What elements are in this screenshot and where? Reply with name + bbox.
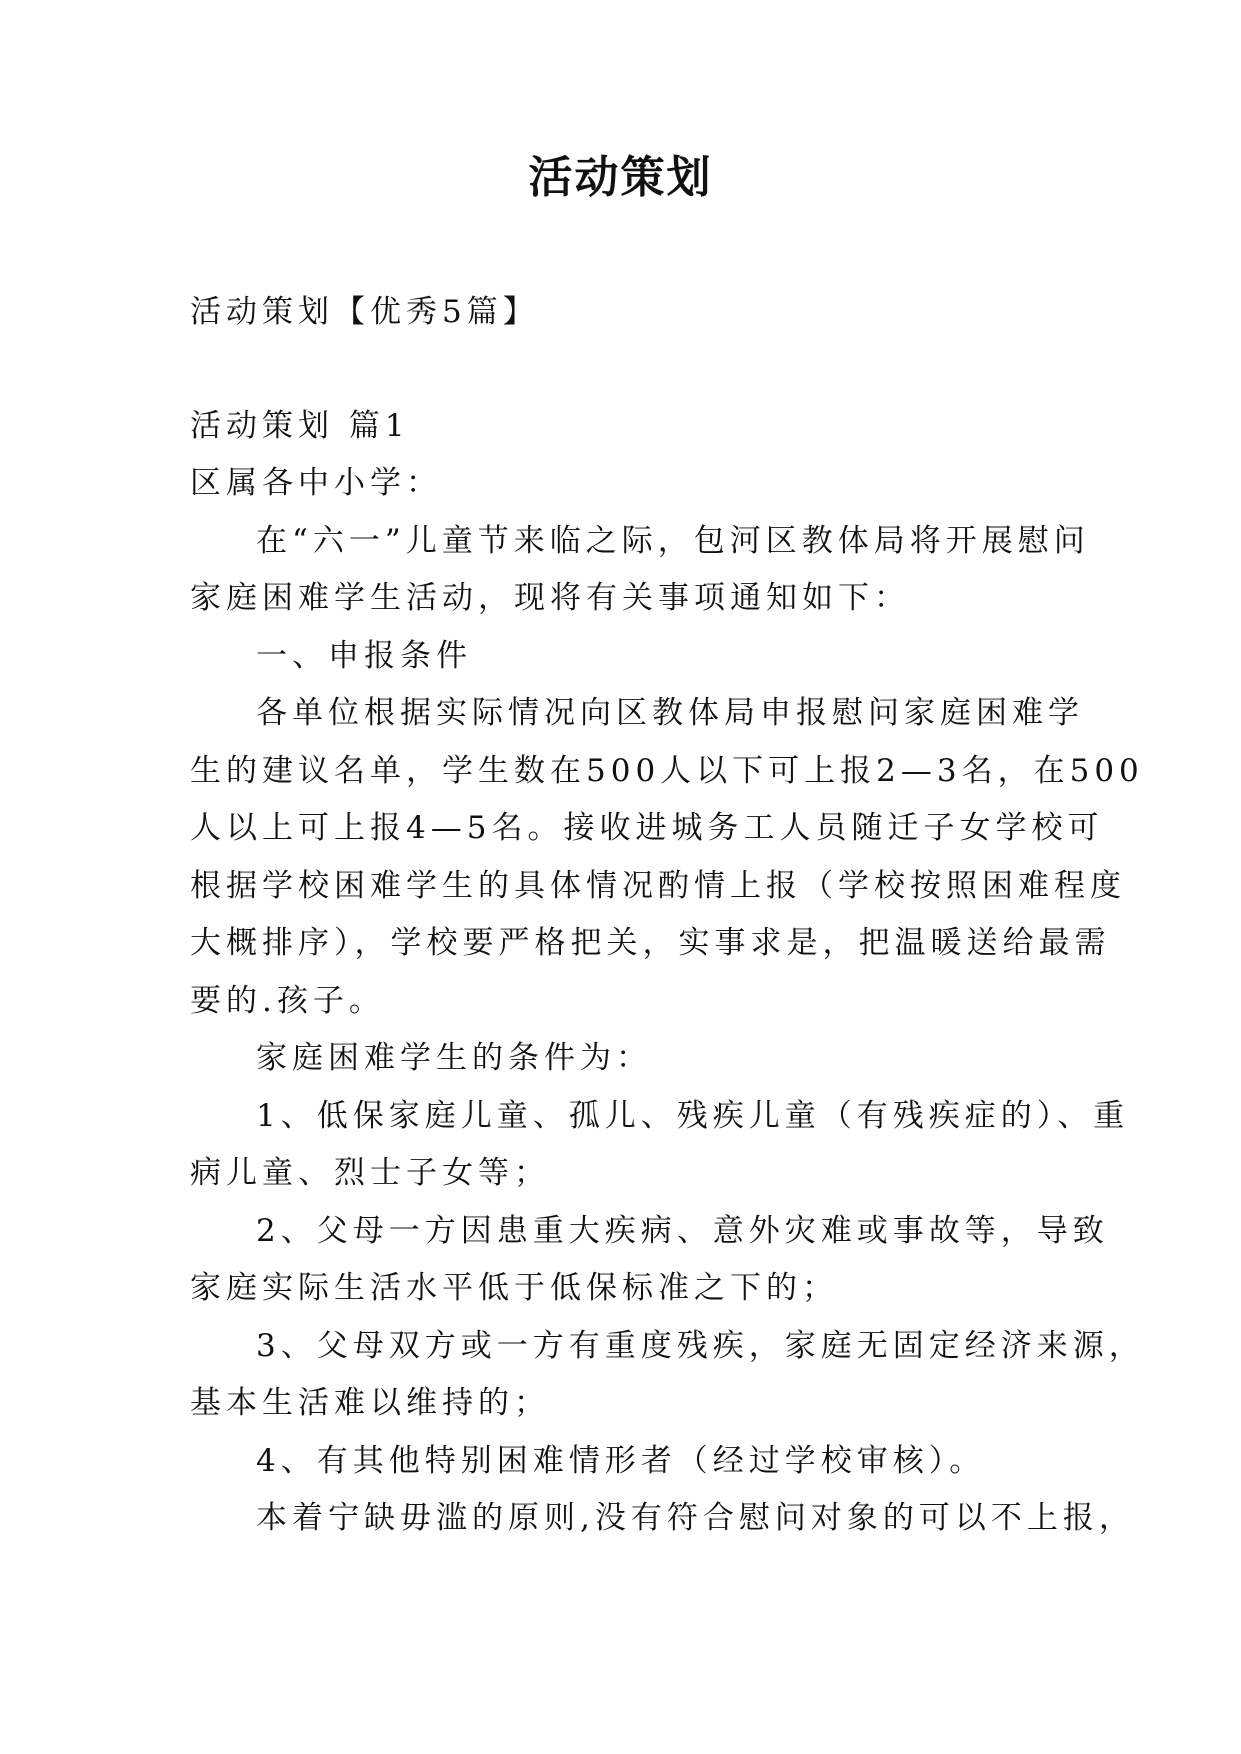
paragraph-line: 要的.孩子。 [190,983,385,1019]
paragraph-line: 大概排序），学校要严格把关，实事求是，把温暖送给最需 [190,925,1111,961]
list-item-1-continued: 病儿童、烈士子女等； [190,1155,550,1191]
paragraph-line: 人以上可上报4—5名。接收进城务工人员随迁子女学校可 [190,810,1104,846]
paragraph-line: 本着宁缺毋滥的原则,没有符合慰问对象的可以不上报， [256,1500,1135,1536]
paragraph-line: 生的建议名单，学生数在500人以下可上报2—3名，在500 [190,753,1144,789]
list-item-2-continued: 家庭实际生活水平低于低保标准之下的； [190,1270,838,1306]
list-item-4: 4、有其他特别困难情形者（经过学校审核）。 [256,1443,986,1479]
list-item-3: 3、父母双方或一方有重度残疾，家庭无固定经济来源， [256,1328,1145,1364]
paragraph-line: 在“六一”儿童节来临之际，包河区教体局将开展慰问 [256,523,1090,559]
document-title: 活动策划 [528,152,713,203]
paragraph-line: 各单位根据实际情况向区教体局申报慰问家庭困难学 [256,695,1084,731]
list-item-2: 2、父母一方因患重大疾病、意外灾难或事故等，导致 [256,1213,1109,1249]
section-heading: 活动策划 篇1 [190,408,410,444]
paragraph-line: 根据学校困难学生的具体情况酌情上报（学校按照困难程度 [190,868,1126,904]
list-item-1: 1、低保家庭儿童、孤儿、残疾儿童（有残疾症的）、重 [256,1098,1130,1134]
document-subtitle: 活动策划【优秀5篇】 [190,294,539,330]
paragraph-line: 家庭困难学生的条件为： [256,1040,652,1076]
list-item-3-continued: 基本生活难以维持的； [190,1385,550,1421]
paragraph-line: 家庭困难学生活动，现将有关事项通知如下： [190,580,910,616]
salutation: 区属各中小学： [190,465,442,501]
section-heading-conditions: 一、申报条件 [256,638,472,674]
